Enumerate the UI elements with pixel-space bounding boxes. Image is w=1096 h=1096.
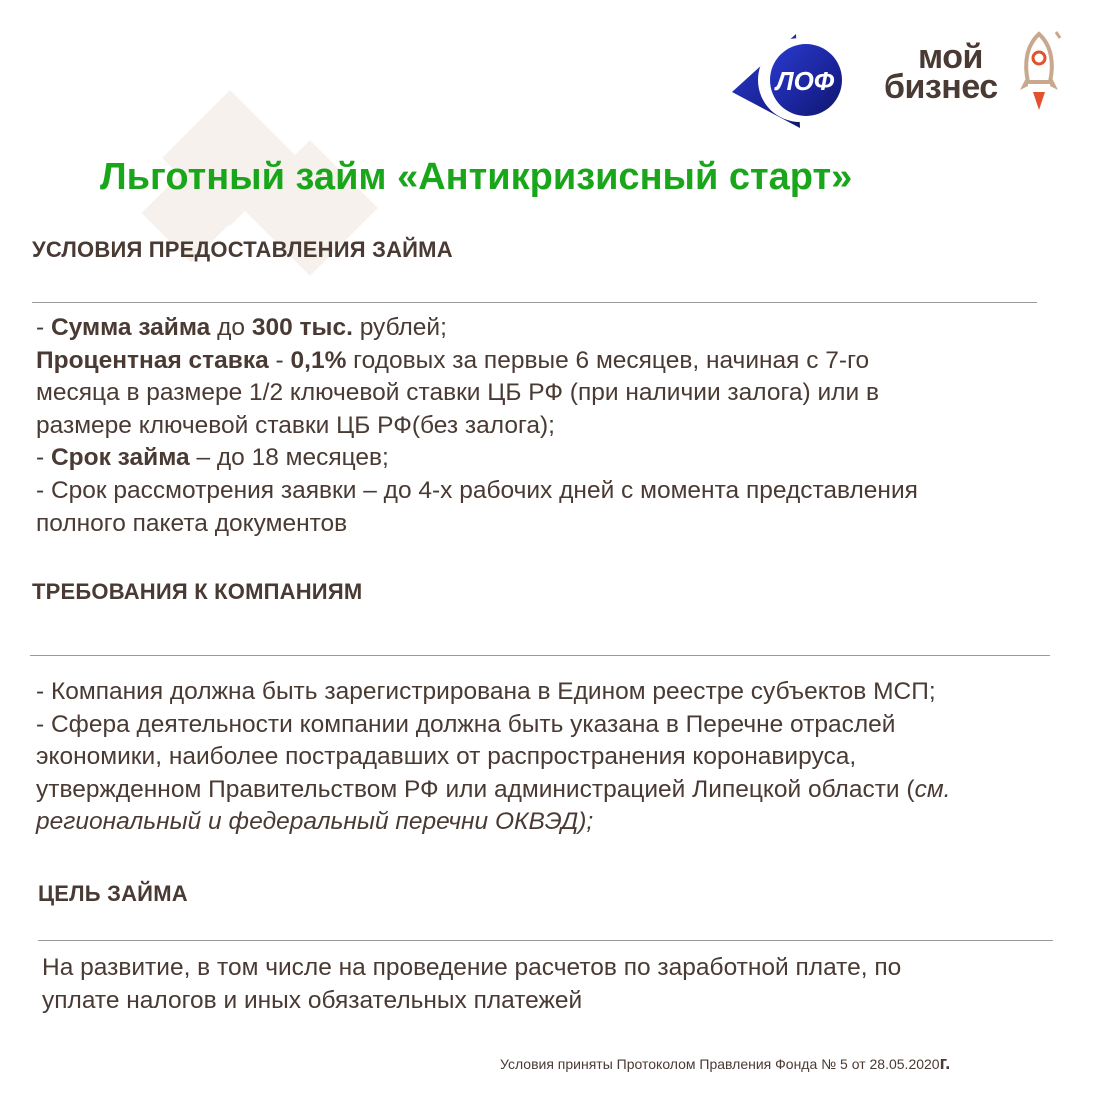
condition-review-cont: полного пакета документов [36, 509, 348, 537]
moy-biznes-logo [884, 30, 1066, 116]
requirement-okved-note: региональный и федеральный перечни ОКВЭД); [36, 808, 594, 836]
svg-text:ЛОФ: ЛОФ [775, 66, 835, 96]
divider [30, 655, 1050, 656]
purpose-line: На развитие, в том числе на проведение расчетов по заработной плате, по [42, 954, 902, 981]
condition-term: - Срок займа – до 18 месяцев; [36, 444, 389, 472]
purpose-text [42, 952, 901, 1017]
page-title: Льготный займ «Антикризисный старт» [100, 156, 853, 198]
divider [38, 940, 1053, 941]
requirement-sector: - Сфера деятельности компании должна быть указана в Перечне отраслей [36, 710, 896, 738]
section-heading-conditions: УСЛОВИЯ ПРЕДОСТАВЛЕНИЯ ЗАЙМА [32, 237, 453, 262]
divider [32, 302, 1037, 303]
requirement-registry: - Компания должна быть зарегистрирована в Едином реестре субъектов МСП; [36, 678, 936, 705]
section-heading-purpose: ЦЕЛЬ ЗАЙМА [38, 881, 188, 906]
purpose-line: уплате налогов и иных обязательных платежей [42, 986, 583, 1014]
moy-biznes-wordmark: мой бизнес [884, 38, 998, 106]
footer-protocol-note: Условия приняты Протоколом Правления Фонда № 5 от 28.05.2020г. [500, 1053, 951, 1073]
condition-rate-cont: месяца в размере 1/2 ключевой ставки ЦБ РФ (при наличии залога) или в [36, 379, 879, 407]
condition-review: - Срок рассмотрения заявки – до 4-х рабочих дней с момента представления [36, 476, 918, 504]
lof-logo [726, 30, 846, 132]
condition-amount: - Сумма займа до 300 тыс. рублей; [36, 314, 447, 341]
conditions-text [36, 312, 918, 540]
requirement-sector-cont: экономики, наиболее пострадавших от распространения коронавируса, [36, 743, 857, 771]
condition-rate: Процентная ставка - 0,1% годовых за первые 6 месяцев, начиная с 7-го [36, 346, 870, 374]
rocket-icon [1016, 30, 1062, 114]
requirements-text [36, 676, 950, 839]
section-heading-requirements: ТРЕБОВАНИЯ К КОМПАНИЯМ [32, 579, 363, 604]
requirement-sector-cont: утвержденном Правительством РФ или администрацией Липецкой области (см. [36, 775, 951, 803]
condition-rate-cont: размере ключевой ставки ЦБ РФ(без залога); [36, 411, 555, 439]
